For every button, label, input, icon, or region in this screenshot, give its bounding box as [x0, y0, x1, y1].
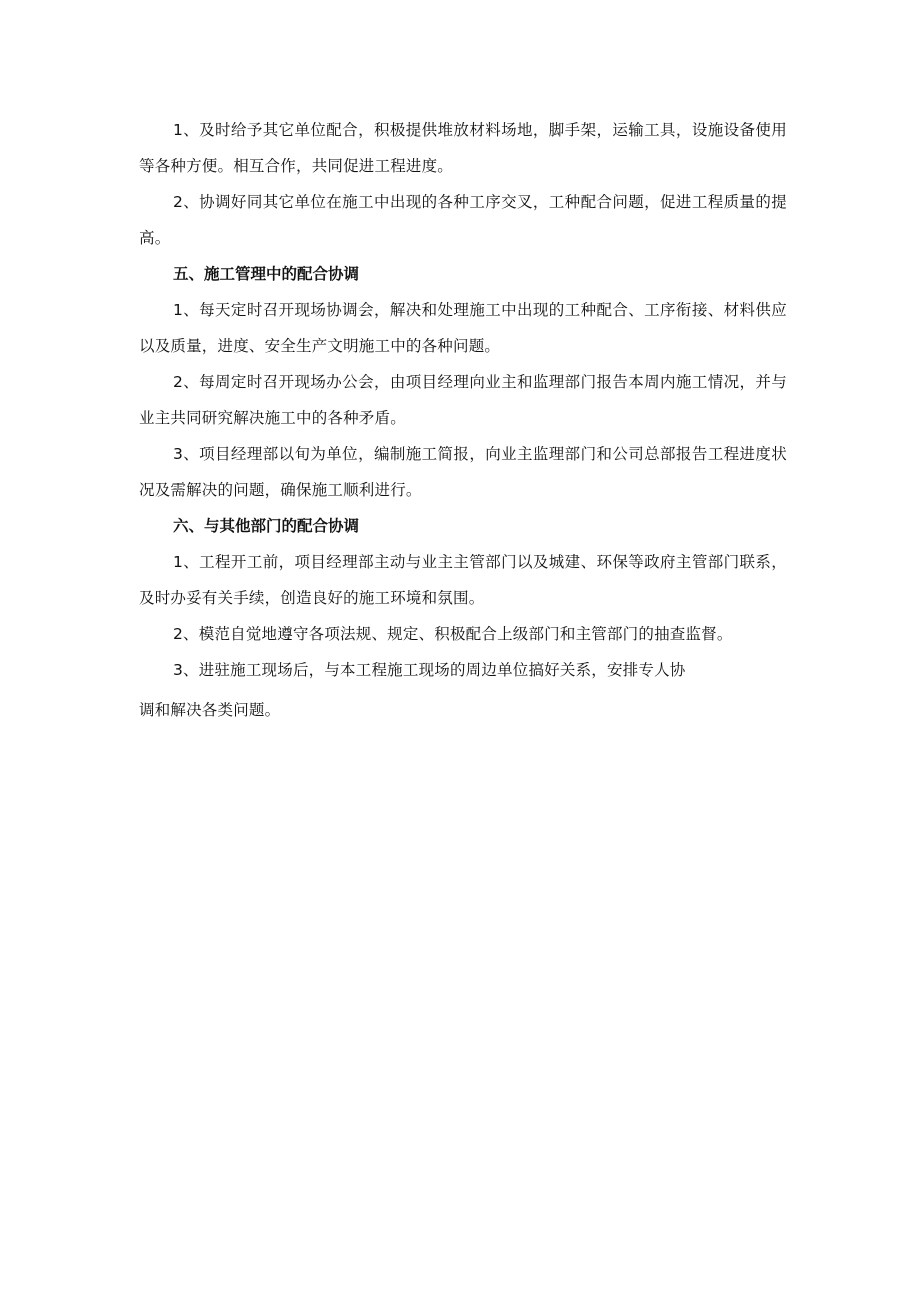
section-6-item-1: 1、工程开工前，项目经理部主动与业主主管部门以及城建、环保等政府主管部门联系，及时办妥有关手续，创造良好的施工环境和氛围。 [139, 553, 787, 607]
paragraph-top-1: 1、及时给予其它单位配合，积极提供堆放材料场地，脚手架，运输工具，设施设备使用等各种方便。相互合作，共同促进工程进度。 [139, 121, 787, 175]
paragraph-top-2: 2、协调好同其它单位在施工中出现的各种工序交叉，工种配合问题，促进工程质量的提高。 [139, 193, 787, 247]
section-6-item-2: 2、模范自觉地遵守各项法规、规定、积极配合上级部门和主管部门的抽查监督。 [173, 625, 733, 643]
section-5-item-3: 3、项目经理部以旬为单位，编制施工简报，向业主监理部门和公司总部报告工程进度状况及需解决的问题，确保施工顺利进行。 [139, 445, 787, 499]
section-5-heading: 五、施工管理中的配合协调 [173, 265, 360, 283]
section-5-item-2: 2、每周定时召开现场办公会，由项目经理向业主和监理部门报告本周内施工情况，并与业主共同研究解决施工中的各种矛盾。 [139, 373, 787, 427]
section-5-item-1: 1、每天定时召开现场协调会，解决和处理施工中出现的工种配合、工序衔接、材料供应以及质量，进度、安全生产文明施工中的各种问题。 [139, 301, 787, 355]
section-6-item-3: 3、进驻施工现场后，与本工程施工现场的周边单位搞好关系，安排专人协 [173, 661, 686, 679]
section-6-item-3-continuation: 调和解决各类问题。 [139, 701, 281, 719]
document-body [139, 112, 787, 728]
section-6-heading: 六、与其他部门的配合协调 [173, 517, 360, 535]
